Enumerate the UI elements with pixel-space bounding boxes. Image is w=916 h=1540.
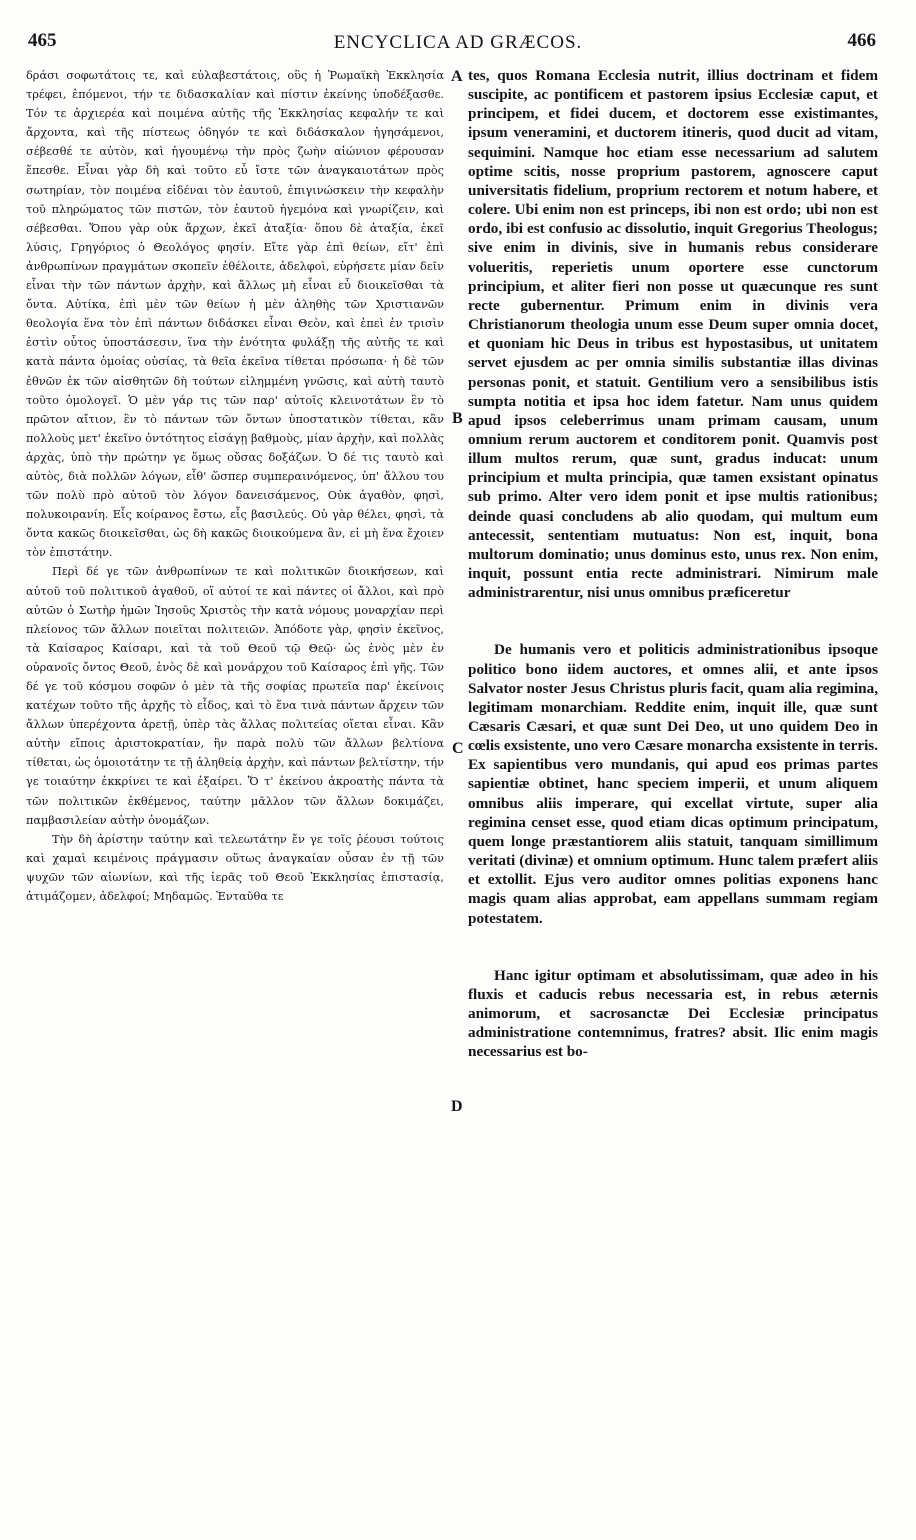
greek-paragraph-3: Τὴν δὴ ἀρίστην ταύτην καὶ τελεωτάτην ἔν γε τοῖς ῥέουσι τούτοις καὶ χαμαὶ κειμένοις πράγμασιν οὕτως ἀναγκαίαν οὖσαν ἐν τῇ τῶν ψυχῶν τῶν αἰωνίων, καὶ τῆς ἱερᾶς τοῦ Θεοῦ Ἐκκλησίας ἐπιστασίᾳ, ἀτιμάζομεν, ἀδελφοί; Μηδαμῶς. Ἐνταῦθα τε: [26, 832, 444, 904]
running-title: ENCYCLICA AD GRÆCOS.: [333, 32, 583, 53]
latin-paragraph-2: De humanis vero et politicis administrationibus ipsoque politico bono iidem auctores, et omnes alii, et ante ipsos Salvator noster Jesus Christus pluris facit, quam alia regimina, legitimam monarchiam. Reddite enim, inquit ille, quæ sunt Cæsaris Cæsari, et quæ sunt Dei Deo, ut uno quidem Deo in cœlis exsistente, uno vero Cæsare monarcha exsistente in terris. Ex sapientibus vero mundanis, qui apud eos primas partes sapientiæ obtinet, hanc speciem imperii, et unum aliquem omnibus aliis imperare, qui excellat virtute, super alia regimina censet esse, quod etiam dicas optimum principatum, quem longe præstantiorem aliis statuit, tanquam simillimum veritati (divinæ) et omnium optimum. Hunc talem præfert aliis et extollit. Ejus vero auditor omnes politias exponens hanc magis quam alias approbat, eam appellans summam regiam potestatem.: [468, 641, 879, 927]
page-number-right: 466: [847, 30, 876, 51]
running-header: [0, 0, 916, 64]
margin-mark-b: B: [452, 410, 463, 427]
greek-paragraph-2: Περὶ δέ γε τῶν ἀνθρωπίνων τε καὶ πολιτικῶν διοικήσεων, καὶ αὐτοῦ τοῦ πολιτικοῦ ἀγαθοῦ, οἵ αὐτοί τε καὶ πάντες οἱ ἄλλοι, καὶ πρὸ αὐτῶν ὁ Σωτὴρ ἡμῶν Ἰησοῦς Χριστὸς τὴν κατὰ νόμους μοναρχίαν περὶ πλείονος τῶν ἄλλων ποιεῖται πολιτειῶν. Ἀπόδοτε γὰρ, φησὶν ἐκεῖνος, τὰ Καίσαρος Καίσαρι, καὶ τὰ τοῦ Θεοῦ τῷ Θεῷ· ὡς ἑνὸς μὲν ἐν οὐρανοῖς ὄντος Θεοῦ, ἑνὸς δὲ καὶ μονάρχου τοῦ Καίσαρος ἐπὶ γῆς. Τῶν δέ γε τοῦ κόσμου σοφῶν ὁ μὲν τὰ τῆς σοφίας πρωτεῖα παρ' ἐκείνοις κατέχων τοῦτο τῆς ἀρχῆς τὸ εἶδος, καὶ τὸ ἕνα τινὰ πάντων ἄρχειν τῶν ἄλλων ὑπερέχοντα ἀρετῇ, ὑπὲρ τὰς ἄλλας πολιτείας οἴεται εἶναι. Κἂν αὐτὴν εἴποις ἀριστοκρατίαν, ἣν παρὰ πολὺ τῶν ἄλλων βελτίονα τίθεται, ὡς ὁμοιοτάτην τε τῇ ἀληθείᾳ ἀρχὴν, καὶ πάντων βελτίστην, τήν γε τοιαύτην ἐκκρίνει τε καὶ ἐξαίρει. Ὅ τ' ἐκείνου ἀκροατὴς πάντα τὰ τῶν πολιτικῶν ἐκθέμενος, ταύτην μᾶλλον τῶν ἄλλων δοκιμάζει, παμβασιλείαν αὐτὴν ὀνομάζων.: [26, 565, 444, 827]
greek-column: [26, 66, 444, 906]
greek-paragraph-1: δράσι σοφωτάτοις τε, καὶ εὐλαβεστάτοις, οὓς ἡ Ῥωμαϊκὴ Ἐκκλησία τρέφει, ἑπόμενοι, τήν τε διδασκαλίαν καὶ πίστιν ἐκείνης ὑποδέξασθε. Τόν τε ἀρχιερέα καὶ ποιμένα αὐτῆς τῆς Ἐκκλησίας κεφαλήν τε καὶ ἄρχοντα, καὶ τῆς πίστεως ὁδηγόν τε καὶ διδάσκαλον ἡγησάμενοι, σέβεσθέ τε αὐτὸν, καὶ ἡγουμένῳ τὴν πρὸς ζωὴν αἰώνιον φέρουσαν ἕπεσθε. Εἶναι γὰρ δὴ καὶ τοῦτο εὖ ἴστε τῶν ἀναγκαιοτάτων πρὸς σωτηρίαν, τὸν ποιμένα εἰδέναι τὸν ἑαυτοῦ, ἐπιγινώσκειν τὴν κεφαλὴν τοῦ πληρώματος τῶν πιστῶν, τὸν ἑαυτοῦ ἡγεμόνα καὶ γνωρίζειν, καὶ σέβεσθαι. Ὅπου γὰρ οὐκ ἄρχων, ἐκεῖ ἀταξία· ὅπου δὲ ἀταξία, ἐκεῖ λύσις, Γρηγόριος ὁ Θεολόγος φησίν. Εἴτε γὰρ ἐπὶ θείων, εἴτ' ἐπὶ ἀνθρωπίνων πραγμάτων σκοπεῖν ἐθέλοιτε, ἀδελφοὶ, εὑρήσετε μίαν δεῖν εἶναι τὴν τῶν πάντων ἀρχὴν, καὶ ἄλλως μὴ εἶναι εὖ διοικεῖσθαι τὰ ὄντα. Αὐτίκα, ἐπὶ μὲν τῶν θείων ἡ μὲν ἀληθὴς τῶν Χριστιανῶν θεολογία ἕνα τὸν ἐπὶ πάντων διδάσκει εἶναι Θεὸν, καὶ ἐπεὶ ἐν τρισὶν ἐστὶν οὗτος ὑποστάσεσιν, ἵνα τὴν ἑνότητα φυλάξῃ τῆς αὐτῆς τε καὶ κατὰ πάντα ὁμοίας οὐσίας, τὰ θεῖα ἐκεῖνα τίθεται πρόσωπα· ἡ δὲ τῶν ἐθνῶν ἐκ τῶν αἰσθητῶν δὴ τούτων εἰλημμένη γνῶσις, καὶ αὐτὴ ταυτὸ τοῦτο ὁμολογεῖ. Ὁ μὲν γάρ τις τῶν παρ' αὐτοῖς κλεινοτάτων ἓν τὸ πρῶτον αἴτιον, ἓν τὸ πάντων τῶν ὄντων ὑποστατικὸν τίθεται, κἂν πολλοὺς μετ' ἐκεῖνο ὀντότητος εἰσάγῃ βαθμοὺς, μίαν ἀρχὴν, καὶ πολλὰς ἀρχὰς, ὑπὸ τὴν πρώτην γε ὅμως οὔσας δοξάζων. Ὁ δέ τις ταυτὸ καὶ αὐτὸς, διὰ πολλῶν λόγων, εἶθ' ὥσπερ συμπεραινόμενος, ὑπ' ἄλλου του τῶν πολὺ πρὸ αὐτοῦ τὸν λόγον δανεισάμενος, Οὐκ ἀγαθὸν, φησὶ, πολυκοιρανίη. Εἷς κοίρανος ἔστω, εἷς βασιλεύς. Οὐ γὰρ θέλει, φησὶ, τὰ ὄντα κακῶς διοικεῖσθαι, ὡς δὴ κακῶς διοικούμενα ἂν, εἰ μὴ ἕνα ἔχοιεν τὸν ἐπιστάτην.: [26, 69, 444, 560]
margin-mark-d: D: [451, 1098, 463, 1115]
latin-paragraph-3: Hanc igitur optimam et absolutissimam, quæ adeo in his fluxis et caducis rebus necessaria est, in rebus æternis animorum, et sacrosanctæ Dei Ecclesiæ principatus administratione contemnimus, fratres? absit. Ilic enim magis necessarius est bo-: [468, 966, 878, 1061]
latin-column: [468, 66, 878, 1062]
latin-paragraph-1: tes, quos Romana Ecclesia nutrit, illius doctrinam et fidem suscipite, ac pontificem et pastorem ipsius Ecclesiæ caput, et principem, et fidei ducem, et doctorem esse existimantes, ipsum veneramini, et ductorem itineris, quod ducit ad vitam, sequimini. Namque hoc etiam esse necessarium ad salutem optime scitis, nosse proprium pastorem, agnoscere caput universitatis fidelium, proprium rectorem et notum habere, et colere. Ubi enim non est princeps, ibi non est ordo; ubi non est ordo, ibi est confusio ac dissolutio, inquit Gregorius Theologus; sive enim in divinis, sive in humanis rebus considerare volueritis, reperietis unum oportere esse cunctorum principium, et aliter fieri non posse ut quæcunque res sunt recte gubernentur. Primum enim in divinis vera Christianorum theologia unum esse Deum super omnia docet, et quoniam hic Deus in tribus est hypostasibus, ut unitatem servet ejusdem ac per omnia similis substantiæ illas divinas personas ponit, et statuit. Gentilium vero a sensibilibus istis sumpta notitia et ipsa hoc idem fatetur. Nam unus quidem apud ipsos celeberrimus unam primam causam, unum omnium rerum auctorem et conditorem ponit. Quamvis post illum multos rerum, quæ sunt, gradus inducat: unum principium et multa principia, quæ tamen exsistant opinatus sub primo. Alter vero idem ponit et ipse multis rationibus; deinde quasi concludens ab alio quodam, qui multum eum antecessit, sententiam mutuatus: Non est, inquit, bona multorum dominatio; unus dominus esto, unus rex. Non enim, inquit, possunt entia recte administrari. Nimirum male administrarentur, nisi unus omnibus præficeretur: [468, 67, 878, 602]
page-number-left: 465: [28, 30, 57, 51]
margin-mark-c: C: [452, 740, 464, 757]
margin-mark-a: A: [451, 68, 463, 85]
